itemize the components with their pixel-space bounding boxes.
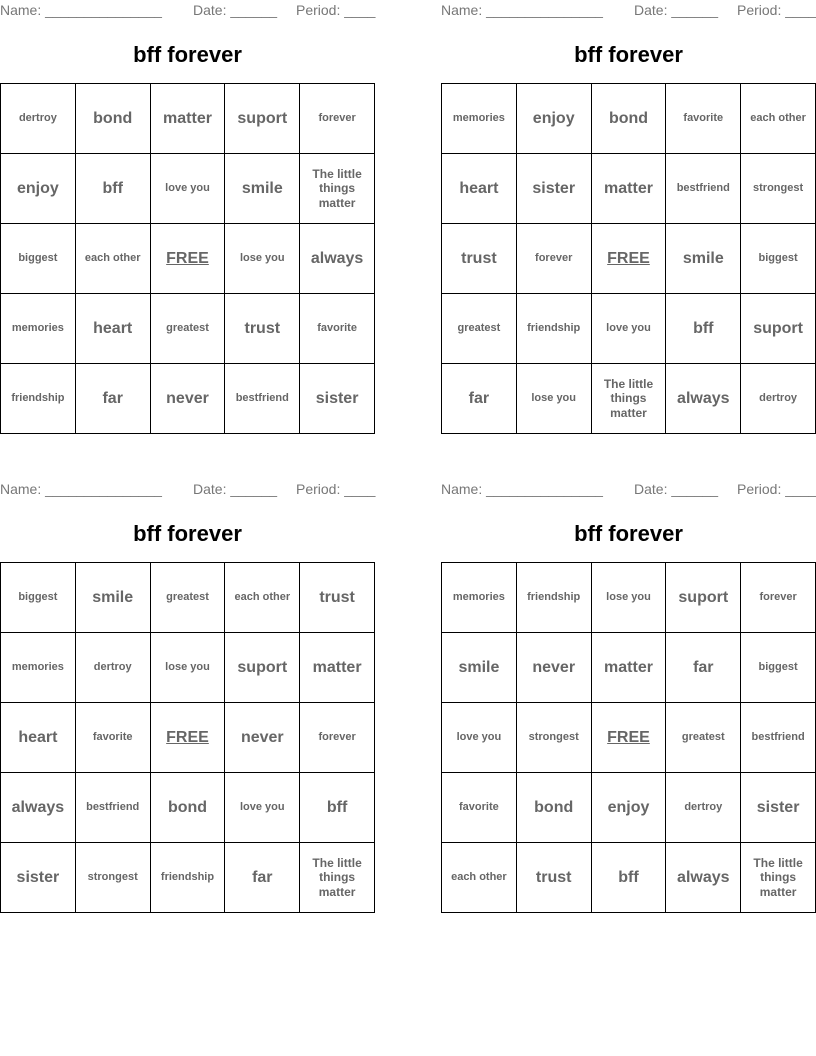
grid-row	[442, 224, 816, 294]
bingo-cell: biggest	[1, 224, 76, 294]
bingo-grid	[441, 83, 816, 434]
period-field-label: Period: ____	[737, 2, 816, 18]
date-field-label: Date: ______	[193, 2, 278, 18]
bingo-card	[441, 0, 816, 440]
grid-row	[442, 843, 816, 913]
bingo-cell: memories	[442, 84, 517, 154]
bingo-cell: forever	[516, 224, 591, 294]
bingo-cell: enjoy	[591, 773, 666, 843]
bingo-cell: favorite	[666, 84, 741, 154]
bingo-cell: matter	[300, 633, 375, 703]
bingo-cell: each other	[225, 563, 300, 633]
bingo-cell: lose you	[150, 633, 225, 703]
name-field-label: Name: _______________	[441, 2, 603, 18]
grid-row	[1, 224, 375, 294]
bingo-cell: smile	[442, 633, 517, 703]
bingo-cell: always	[300, 224, 375, 294]
bingo-cell: friendship	[1, 364, 76, 434]
period-field-label: Period: ____	[737, 481, 816, 497]
bingo-cell: bond	[516, 773, 591, 843]
name-field-label: Name: _______________	[441, 481, 603, 497]
bingo-cell: never	[516, 633, 591, 703]
grid-row	[442, 84, 816, 154]
bingo-cell: The little things matter	[591, 364, 666, 434]
bingo-card	[0, 479, 375, 919]
grid-row	[1, 843, 375, 913]
bingo-cell: The little things matter	[300, 843, 375, 913]
bingo-cell: dertroy	[1, 84, 76, 154]
bingo-cell: bond	[150, 773, 225, 843]
card-title: bff forever	[574, 521, 683, 546]
grid-row	[442, 294, 816, 364]
bingo-cell: biggest	[741, 633, 816, 703]
bingo-cell: trust	[442, 224, 517, 294]
bingo-cell: enjoy	[516, 84, 591, 154]
grid-row	[442, 633, 816, 703]
bingo-cell: smile	[75, 563, 150, 633]
bingo-cell: sister	[1, 843, 76, 913]
bingo-cell: lose you	[516, 364, 591, 434]
card-title: bff forever	[133, 42, 242, 67]
date-field-label: Date: ______	[634, 481, 719, 497]
grid-row	[1, 364, 375, 434]
bingo-cell: memories	[1, 294, 76, 364]
bingo-cell: favorite	[75, 703, 150, 773]
bingo-cell: love you	[150, 154, 225, 224]
bingo-cell: heart	[1, 703, 76, 773]
bingo-cell: biggest	[1, 563, 76, 633]
bingo-cell: bff	[300, 773, 375, 843]
grid-row	[442, 154, 816, 224]
bingo-cell: bestfriend	[666, 154, 741, 224]
bingo-cell: sister	[516, 154, 591, 224]
bingo-cell: bff	[591, 843, 666, 913]
bingo-cell: bff	[666, 294, 741, 364]
bingo-cell: heart	[442, 154, 517, 224]
bingo-cell: dertroy	[75, 633, 150, 703]
card-title: bff forever	[133, 521, 242, 546]
grid-row	[442, 773, 816, 843]
bingo-cell: strongest	[741, 154, 816, 224]
card-header	[0, 481, 375, 499]
bingo-cell: strongest	[516, 703, 591, 773]
card-header	[441, 2, 816, 20]
bingo-card	[0, 0, 375, 440]
bingo-card	[441, 479, 816, 919]
bingo-cell: bestfriend	[741, 703, 816, 773]
bingo-cell: suport	[225, 633, 300, 703]
free-space-cell: FREE	[150, 224, 225, 294]
bingo-cell: never	[150, 364, 225, 434]
grid-row	[1, 633, 375, 703]
bingo-cell: bond	[75, 84, 150, 154]
bingo-cell: matter	[591, 154, 666, 224]
grid-row	[1, 703, 375, 773]
bingo-cell: greatest	[150, 294, 225, 364]
card-header	[0, 2, 375, 20]
bingo-cell: greatest	[442, 294, 517, 364]
bingo-cell: sister	[300, 364, 375, 434]
grid-row	[1, 154, 375, 224]
bingo-cell: trust	[516, 843, 591, 913]
grid-row	[442, 703, 816, 773]
grid-row	[1, 563, 375, 633]
bingo-cell: suport	[225, 84, 300, 154]
bingo-cell: strongest	[75, 843, 150, 913]
bingo-cell: smile	[666, 224, 741, 294]
bingo-cell: always	[1, 773, 76, 843]
bingo-cell: suport	[741, 294, 816, 364]
bingo-cell: forever	[741, 563, 816, 633]
bingo-cell: bff	[75, 154, 150, 224]
bingo-cell: heart	[75, 294, 150, 364]
bingo-cell: bestfriend	[75, 773, 150, 843]
bingo-cell: never	[225, 703, 300, 773]
period-field-label: Period: ____	[296, 481, 376, 497]
bingo-cell: love you	[442, 703, 517, 773]
grid-row	[1, 294, 375, 364]
bingo-cell: lose you	[225, 224, 300, 294]
bingo-cell: always	[666, 364, 741, 434]
bingo-grid	[441, 562, 816, 913]
card-header	[441, 481, 816, 499]
bingo-cell: greatest	[150, 563, 225, 633]
bingo-cell: matter	[150, 84, 225, 154]
grid-row	[442, 563, 816, 633]
bingo-cell: far	[666, 633, 741, 703]
bingo-cell: forever	[300, 703, 375, 773]
bingo-cell: suport	[666, 563, 741, 633]
bingo-cell: lose you	[591, 563, 666, 633]
name-field-label: Name: _______________	[0, 2, 162, 18]
bingo-cell: each other	[75, 224, 150, 294]
bingo-grid	[0, 562, 375, 913]
name-field-label: Name: _______________	[0, 481, 162, 497]
bingo-cell: far	[75, 364, 150, 434]
bingo-cell: memories	[1, 633, 76, 703]
grid-row	[1, 84, 375, 154]
bingo-grid	[0, 83, 375, 434]
bingo-cell: The little things matter	[300, 154, 375, 224]
free-space-cell: FREE	[591, 224, 666, 294]
bingo-cell: friendship	[516, 563, 591, 633]
bingo-cell: greatest	[666, 703, 741, 773]
bingo-cell: far	[442, 364, 517, 434]
grid-row	[442, 364, 816, 434]
grid-row	[1, 773, 375, 843]
bingo-cell: trust	[225, 294, 300, 364]
bingo-cell: friendship	[516, 294, 591, 364]
bingo-cell: memories	[442, 563, 517, 633]
bingo-cell: bestfriend	[225, 364, 300, 434]
date-field-label: Date: ______	[634, 2, 719, 18]
bingo-cell: sister	[741, 773, 816, 843]
bingo-cell: always	[666, 843, 741, 913]
period-field-label: Period: ____	[296, 2, 376, 18]
bingo-cell: love you	[591, 294, 666, 364]
bingo-cell: biggest	[741, 224, 816, 294]
free-space-cell: FREE	[591, 703, 666, 773]
date-field-label: Date: ______	[193, 481, 278, 497]
bingo-cell: friendship	[150, 843, 225, 913]
bingo-cell: trust	[300, 563, 375, 633]
bingo-cell: enjoy	[1, 154, 76, 224]
bingo-cell: forever	[300, 84, 375, 154]
bingo-cell: love you	[225, 773, 300, 843]
bingo-cell: bond	[591, 84, 666, 154]
bingo-cell: dertroy	[741, 364, 816, 434]
bingo-cell: favorite	[442, 773, 517, 843]
bingo-cell: far	[225, 843, 300, 913]
bingo-cell: each other	[741, 84, 816, 154]
bingo-cell: dertroy	[666, 773, 741, 843]
bingo-cell: favorite	[300, 294, 375, 364]
bingo-cell: matter	[591, 633, 666, 703]
bingo-cell: each other	[442, 843, 517, 913]
free-space-cell: FREE	[150, 703, 225, 773]
bingo-cell: smile	[225, 154, 300, 224]
bingo-cell: The little things matter	[741, 843, 816, 913]
card-title: bff forever	[574, 42, 683, 67]
